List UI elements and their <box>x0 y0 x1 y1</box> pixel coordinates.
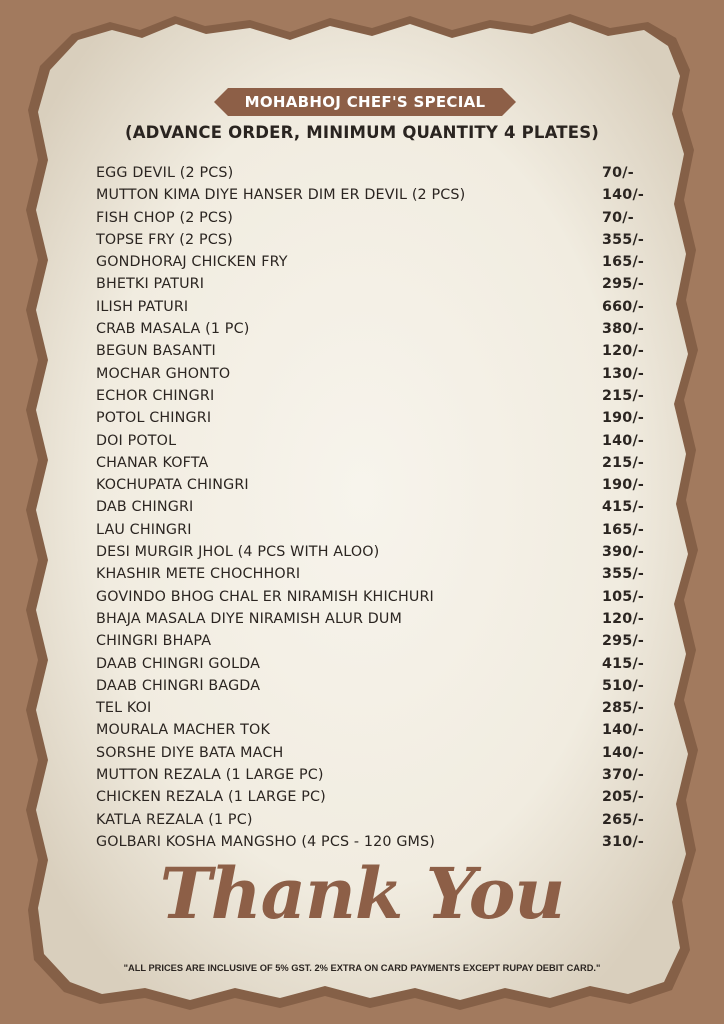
menu-item-price: 370/- <box>602 767 644 784</box>
menu-item-name: DOI POTOL <box>96 432 177 449</box>
menu-item-name: CHINGRI BHAPA <box>96 633 212 650</box>
menu-item-name: MUTTON KIMA DIYE HANSER DIM ER DEVIL (2 PCS) <box>96 187 466 204</box>
page-title: MOHABHOJ CHEF'S SPECIAL <box>244 93 486 111</box>
menu-item-price: 390/- <box>602 544 644 561</box>
menu-item-price: 310/- <box>602 833 644 850</box>
menu-item-name: DESI MURGIR JHOL (4 PCS WITH ALOO) <box>96 544 380 561</box>
menu-item <box>96 430 646 452</box>
menu-item <box>96 809 646 831</box>
menu-item-price: 355/- <box>602 566 644 583</box>
menu-item <box>96 229 646 251</box>
menu-item-price: 70/- <box>602 165 634 181</box>
menu-item-name: BHAJA MASALA DIYE NIRAMISH ALUR DUM <box>96 610 403 627</box>
menu-item-name: ECHOR CHINGRI <box>96 387 215 404</box>
menu-item <box>96 340 646 362</box>
menu-item <box>96 653 646 675</box>
menu-item-name: KATLA REZALA (1 PC) <box>96 811 253 828</box>
menu-item <box>96 162 646 184</box>
menu-item-price: 380/- <box>602 321 644 338</box>
menu-item-price: 660/- <box>602 298 644 315</box>
menu-item-price: 215/- <box>602 454 644 471</box>
menu-item-price: 510/- <box>602 677 644 694</box>
menu-item-name: BEGUN BASANTI <box>96 343 216 360</box>
menu-item-price: 415/- <box>602 499 644 516</box>
menu-item-price: 140/- <box>602 432 644 449</box>
menu-item-name: BHETKI PATURI <box>96 276 205 293</box>
menu-item-name: TOPSE FRY (2 PCS) <box>96 231 233 248</box>
menu-item-name: GONDHORAJ CHICKEN FRY <box>96 254 288 271</box>
menu-item <box>96 474 646 496</box>
menu-item-name: CHANAR KOFTA <box>96 454 209 471</box>
menu-item-price: 165/- <box>602 521 644 538</box>
menu-item-name: DAB CHINGRI <box>96 499 194 516</box>
menu-item-name: EGG DEVIL (2 PCS) <box>96 165 234 181</box>
menu-item <box>96 675 646 697</box>
menu-item <box>96 586 646 608</box>
menu-item-name: GOLBARI KOSHA MANGSHO (4 PCS - 120 GMS) <box>96 833 435 850</box>
menu-item-price: 105/- <box>602 588 644 605</box>
menu-item <box>96 742 646 764</box>
menu-item-name: MUTTON REZALA (1 LARGE PC) <box>96 767 324 784</box>
menu-item <box>96 764 646 786</box>
menu-item <box>96 719 646 741</box>
menu-item-name: DAAB CHINGRI BAGDA <box>96 677 261 694</box>
menu-item <box>96 184 646 206</box>
menu-item-price: 190/- <box>602 477 644 494</box>
menu-item-name: KOCHUPATA CHINGRI <box>96 477 249 494</box>
menu-list <box>96 162 646 853</box>
menu-item-name: DAAB CHINGRI GOLDA <box>96 655 261 672</box>
menu-item <box>96 318 646 340</box>
menu-item <box>96 251 646 273</box>
menu-item-price: 120/- <box>602 343 644 360</box>
menu-item-name: FISH CHOP (2 PCS) <box>96 209 233 226</box>
menu-item-price: 295/- <box>602 633 644 650</box>
menu-item-price: 355/- <box>602 231 644 248</box>
menu-item-price: 265/- <box>602 811 644 828</box>
price-footnote: "ALL PRICES ARE INCLUSIVE OF 5% GST. 2% EXTRA ON CARD PAYMENTS EXCEPT RUPAY DEBIT CARD." <box>123 963 601 973</box>
menu-item-price: 120/- <box>602 610 644 627</box>
menu-item <box>96 541 646 563</box>
menu-item-name: MOURALA MACHER TOK <box>96 722 270 739</box>
menu-item <box>96 207 646 229</box>
menu-item-price: 165/- <box>602 254 644 271</box>
menu-item <box>96 563 646 585</box>
menu-item-price: 215/- <box>602 387 644 404</box>
menu-item <box>96 385 646 407</box>
menu-item-name: LAU CHINGRI <box>96 521 192 538</box>
menu-item-price: 70/- <box>602 209 634 226</box>
menu-item <box>96 786 646 808</box>
menu-item-name: MOCHAR GHONTO <box>96 365 231 382</box>
menu-item-price: 205/- <box>602 789 644 806</box>
menu-item-price: 285/- <box>602 700 644 717</box>
menu-item <box>96 363 646 385</box>
menu-item-price: 415/- <box>602 655 644 672</box>
menu-item-price: 130/- <box>602 365 644 382</box>
menu-item-price: 190/- <box>602 410 644 427</box>
menu-item-name: KHASHIR METE CHOCHHORI <box>96 566 301 583</box>
menu-item <box>96 608 646 630</box>
menu-item <box>96 630 646 652</box>
menu-item-price: 140/- <box>602 187 644 204</box>
menu-item-name: CHICKEN REZALA (1 LARGE PC) <box>96 789 326 806</box>
menu-item <box>96 452 646 474</box>
menu-item <box>96 407 646 429</box>
thank-you-heading: Thank You <box>159 852 565 935</box>
menu-item-name: ILISH PATURI <box>96 298 189 315</box>
menu-item-price: 140/- <box>602 722 644 739</box>
menu-item-name: TEL KOI <box>96 700 152 717</box>
page-subtitle: (ADVANCE ORDER, MINIMUM QUANTITY 4 PLATES) <box>124 123 600 142</box>
menu-item-name: CRAB MASALA (1 PC) <box>96 321 250 338</box>
menu-item <box>96 296 646 318</box>
menu-item <box>96 496 646 518</box>
menu-item-name: GOVINDO BHOG CHAL ER NIRAMISH KHICHURI <box>96 588 434 605</box>
menu-item-name: POTOL CHINGRI <box>96 410 212 427</box>
menu-item <box>96 519 646 541</box>
menu-item-price: 295/- <box>602 276 644 293</box>
menu-item-name: SORSHE DIYE BATA MACH <box>96 744 284 761</box>
menu-item-price: 140/- <box>602 744 644 761</box>
menu-item <box>96 831 646 853</box>
menu-item <box>96 273 646 295</box>
menu-item <box>96 697 646 719</box>
